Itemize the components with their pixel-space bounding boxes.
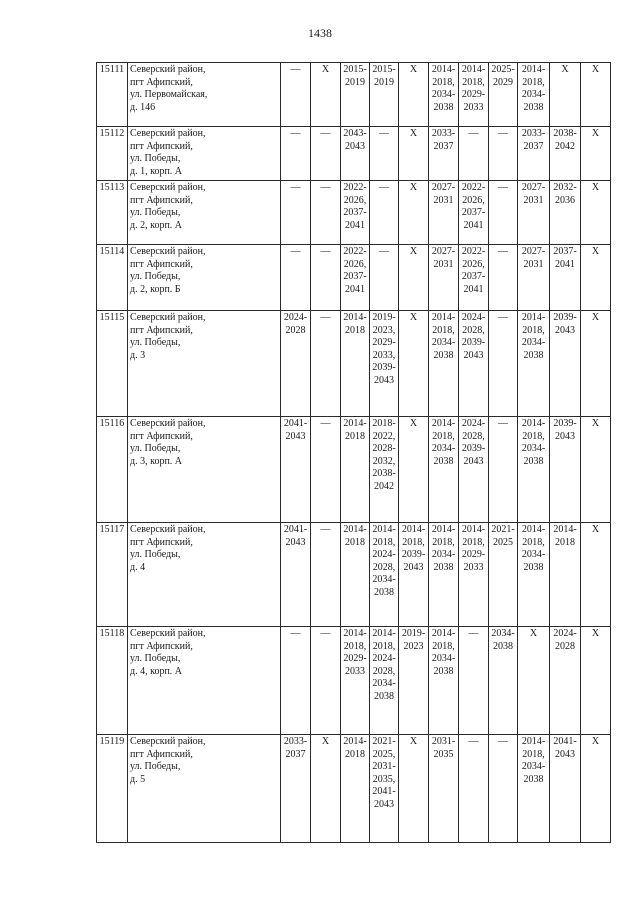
value-cell: — bbox=[370, 181, 399, 245]
value-cell: Х bbox=[518, 627, 550, 735]
value-cell: Х bbox=[581, 417, 611, 523]
value-cell: — bbox=[489, 127, 518, 181]
value-cell: — bbox=[459, 627, 489, 735]
value-cell: — bbox=[489, 417, 518, 523]
value-cell: — bbox=[281, 627, 311, 735]
value-cell: — bbox=[370, 245, 399, 311]
value-cell: — bbox=[311, 523, 341, 627]
row-number: 15116 bbox=[97, 417, 128, 523]
value-cell: 2014- 2018, 2034- 2038 bbox=[518, 523, 550, 627]
table-row bbox=[97, 181, 611, 245]
value-cell: 2015- 2019 bbox=[341, 63, 370, 127]
value-cell: — bbox=[489, 735, 518, 843]
address-cell: Северский район, пгт Афипский, ул. Победы, д. 3, корп. А bbox=[128, 417, 281, 523]
value-cell: 2014- 2018 bbox=[341, 311, 370, 417]
value-cell: 2014- 2018, 2029- 2033 bbox=[341, 627, 370, 735]
value-cell: 2024- 2028, 2039- 2043 bbox=[459, 311, 489, 417]
value-cell: 2014- 2018 bbox=[341, 417, 370, 523]
value-cell: 2014- 2018, 2024- 2028, 2034- 2038 bbox=[370, 523, 399, 627]
value-cell: Х bbox=[399, 63, 429, 127]
address-cell: Северский район, пгт Афипский, ул. Победы, д. 4 bbox=[128, 523, 281, 627]
table-row bbox=[97, 735, 611, 843]
value-cell: 2027- 2031 bbox=[518, 245, 550, 311]
value-cell: Х bbox=[399, 735, 429, 843]
value-cell: 2027- 2031 bbox=[429, 245, 459, 311]
row-number: 15113 bbox=[97, 181, 128, 245]
table-row bbox=[97, 417, 611, 523]
value-cell: 2014- 2018, 2029- 2033 bbox=[459, 523, 489, 627]
value-cell: — bbox=[459, 735, 489, 843]
value-cell: — bbox=[311, 245, 341, 311]
row-number: 15118 bbox=[97, 627, 128, 735]
value-cell: 2021- 2025, 2031- 2035, 2041- 2043 bbox=[370, 735, 399, 843]
value-cell: 2034- 2038 bbox=[489, 627, 518, 735]
value-cell: 2043- 2043 bbox=[341, 127, 370, 181]
value-cell: Х bbox=[581, 127, 611, 181]
value-cell: 2038- 2042 bbox=[550, 127, 581, 181]
value-cell: 2022- 2026, 2037- 2041 bbox=[459, 181, 489, 245]
value-cell: 2014- 2018 bbox=[341, 523, 370, 627]
address-cell: Северский район, пгт Афипский, ул. Победы, д. 3 bbox=[128, 311, 281, 417]
value-cell: Х bbox=[399, 311, 429, 417]
value-cell: 2014- 2018, 2029- 2033 bbox=[459, 63, 489, 127]
value-cell: Х bbox=[581, 735, 611, 843]
value-cell: Х bbox=[399, 181, 429, 245]
value-cell: 2041- 2043 bbox=[550, 735, 581, 843]
register-table bbox=[96, 62, 611, 843]
value-cell: 2041- 2043 bbox=[281, 417, 311, 523]
value-cell: — bbox=[281, 63, 311, 127]
value-cell: — bbox=[489, 311, 518, 417]
value-cell: 2037- 2041 bbox=[550, 245, 581, 311]
value-cell: 2033- 2037 bbox=[429, 127, 459, 181]
value-cell: Х bbox=[581, 63, 611, 127]
value-cell: 2022- 2026, 2037- 2041 bbox=[459, 245, 489, 311]
value-cell: 2024- 2028, 2039- 2043 bbox=[459, 417, 489, 523]
row-number: 15115 bbox=[97, 311, 128, 417]
value-cell: — bbox=[281, 181, 311, 245]
value-cell: 2014- 2018, 2039- 2043 bbox=[399, 523, 429, 627]
page-number: 1438 bbox=[308, 26, 332, 40]
value-cell: 2027- 2031 bbox=[518, 181, 550, 245]
value-cell: Х bbox=[399, 417, 429, 523]
value-cell: 2014- 2018, 2034- 2038 bbox=[429, 523, 459, 627]
table-body bbox=[97, 63, 611, 843]
value-cell: 2014- 2018, 2024- 2028, 2034- 2038 bbox=[370, 627, 399, 735]
value-cell: Х bbox=[311, 63, 341, 127]
value-cell: 2027- 2031 bbox=[429, 181, 459, 245]
value-cell: 2033- 2037 bbox=[518, 127, 550, 181]
table-row bbox=[97, 63, 611, 127]
table-row bbox=[97, 245, 611, 311]
row-number: 15119 bbox=[97, 735, 128, 843]
value-cell: 2014- 2018 bbox=[550, 523, 581, 627]
value-cell: 2014- 2018, 2034- 2038 bbox=[518, 63, 550, 127]
address-cell: Северский район, пгт Афипский, ул. Победы, д. 5 bbox=[128, 735, 281, 843]
address-cell: Северский район, пгт Афипский, ул. Победы, д. 1, корп. А bbox=[128, 127, 281, 181]
value-cell: 2039- 2043 bbox=[550, 417, 581, 523]
value-cell: Х bbox=[581, 245, 611, 311]
value-cell: 2022- 2026, 2037- 2041 bbox=[341, 245, 370, 311]
value-cell: — bbox=[281, 245, 311, 311]
address-cell: Северский район, пгт Афипский, ул. Победы, д. 2, корп. Б bbox=[128, 245, 281, 311]
value-cell: — bbox=[311, 127, 341, 181]
value-cell: Х bbox=[581, 181, 611, 245]
value-cell: 2014- 2018, 2034- 2038 bbox=[429, 311, 459, 417]
table-row bbox=[97, 311, 611, 417]
value-cell: 2025- 2029 bbox=[489, 63, 518, 127]
value-cell: 2031- 2035 bbox=[429, 735, 459, 843]
value-cell: — bbox=[311, 181, 341, 245]
value-cell: 2039- 2043 bbox=[550, 311, 581, 417]
value-cell: — bbox=[281, 127, 311, 181]
value-cell: Х bbox=[399, 245, 429, 311]
address-cell: Северский район, пгт Афипский, ул. Победы, д. 2, корп. А bbox=[128, 181, 281, 245]
row-number: 15114 bbox=[97, 245, 128, 311]
value-cell: 2019- 2023, 2029- 2033, 2039- 2043 bbox=[370, 311, 399, 417]
value-cell: — bbox=[459, 127, 489, 181]
address-cell: Северский район, пгт Афипский, ул. Победы, д. 4, корп. А bbox=[128, 627, 281, 735]
value-cell: 2024- 2028 bbox=[550, 627, 581, 735]
value-cell: 2015- 2019 bbox=[370, 63, 399, 127]
value-cell: — bbox=[311, 627, 341, 735]
value-cell: Х bbox=[399, 127, 429, 181]
row-number: 15112 bbox=[97, 127, 128, 181]
value-cell: 2018- 2022, 2028- 2032, 2038- 2042 bbox=[370, 417, 399, 523]
table-row bbox=[97, 627, 611, 735]
table-row bbox=[97, 127, 611, 181]
value-cell: 2014- 2018, 2034- 2038 bbox=[429, 63, 459, 127]
value-cell: — bbox=[489, 181, 518, 245]
value-cell: — bbox=[311, 311, 341, 417]
value-cell: 2021- 2025 bbox=[489, 523, 518, 627]
value-cell: — bbox=[370, 127, 399, 181]
value-cell: 2032- 2036 bbox=[550, 181, 581, 245]
value-cell: Х bbox=[581, 311, 611, 417]
value-cell: Х bbox=[581, 627, 611, 735]
value-cell: 2024- 2028 bbox=[281, 311, 311, 417]
value-cell: 2019- 2023 bbox=[399, 627, 429, 735]
value-cell: — bbox=[311, 417, 341, 523]
value-cell: Х bbox=[550, 63, 581, 127]
table-row bbox=[97, 523, 611, 627]
value-cell: 2014- 2018, 2034- 2038 bbox=[518, 311, 550, 417]
value-cell: 2022- 2026, 2037- 2041 bbox=[341, 181, 370, 245]
row-number: 15111 bbox=[97, 63, 128, 127]
value-cell: 2014- 2018, 2034- 2038 bbox=[518, 417, 550, 523]
value-cell: — bbox=[489, 245, 518, 311]
value-cell: 2014- 2018, 2034- 2038 bbox=[429, 627, 459, 735]
value-cell: 2041- 2043 bbox=[281, 523, 311, 627]
value-cell: Х bbox=[581, 523, 611, 627]
value-cell: 2014- 2018 bbox=[341, 735, 370, 843]
value-cell: 2014- 2018, 2034- 2038 bbox=[518, 735, 550, 843]
value-cell: Х bbox=[311, 735, 341, 843]
row-number: 15117 bbox=[97, 523, 128, 627]
address-cell: Северский район, пгт Афипский, ул. Первомайская, д. 146 bbox=[128, 63, 281, 127]
value-cell: 2014- 2018, 2034- 2038 bbox=[429, 417, 459, 523]
value-cell: 2033- 2037 bbox=[281, 735, 311, 843]
